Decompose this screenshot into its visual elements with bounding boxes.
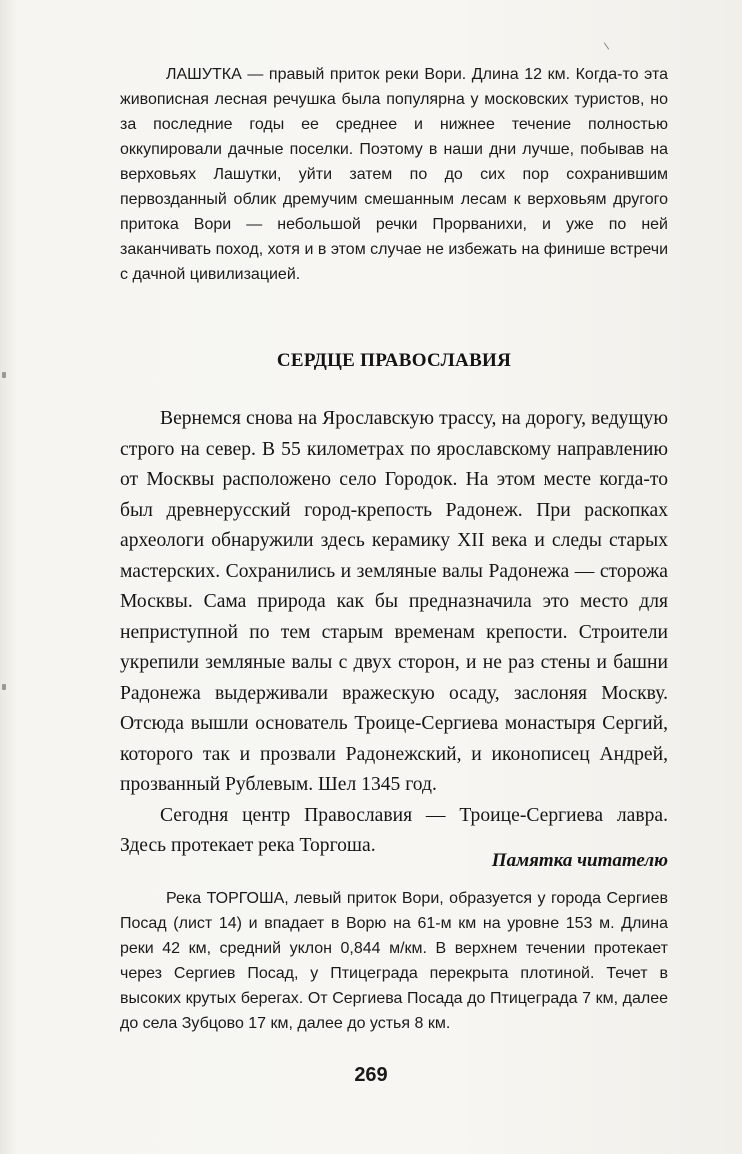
scan-speck — [2, 372, 6, 378]
page-number: 269 — [354, 1064, 388, 1086]
main-text — [120, 404, 668, 862]
main-paragraph-1: Вернемся снова на Ярославскую трассу, на дорогу, ведущую строго на север. В 55 километрах по ярославскому направлению от Москвы расположено село Городок. На этом месте когда-то был древнерусский город-крепость Радонеж. При раскопках археологи обнаружили здесь керамику XII века и следы старых мастерских. Сохранились и земляные валы Радонежа — сторожа Москвы. Сама природа как бы предназначила это место для неприступной по тем старым временам крепости. Строители укрепили земляные валы с двух сторон, и не раз стены и башни Радонежа выдерживали вражескую осаду, заслоняя Москву. Отсюда вышли основатель Троице-Сергиева монастыря Сергий, которого так и прозвали Радонежский, и иконописец Андрей, прозванный Рублевым. Шел 1345 год. — [120, 408, 668, 795]
lashutka-section — [120, 62, 668, 287]
paragraph-torgosha: Река ТОРГОША, левый приток Вори, образуется у города Сергиев Посад (лист 14) и впадает в Ворю на 61-м км на уровне 153 м. Длина реки 42 км, средний уклон 0,844 м/км. В верхнем течении протекает через Сергиев Посад, у Птицеграда перекрыта плотиной. Течет в высоких крутых берегах. От Сергиева Посада до Птицеграда 7 км, далее до села Зубцово 17 км, далее до устья 8 км. — [120, 890, 668, 1032]
scan-speck — [2, 684, 6, 690]
paragraph-lashutka: ЛАШУТКА — правый приток реки Вори. Длина 12 км. Когда-то эта живописная лесная речушка была популярна у московских туристов, но за последние годы ее среднее и нижнее течение полностью оккупировали дачные поселки. Поэтому в наши дни лучше, побывав на верховьях Лашутки, уйти затем по до сих пор сохранившим первозданный облик дремучим смешанным лесам к верховьям другого притока Вори — небольшой речки Прорванихи, и уже по ней заканчивать поход, хотя и в этом случае не избежать на финише встречи с дачной цивилизацией. — [120, 66, 668, 283]
section-title: СЕРДЦЕ ПРАВОСЛАВИЯ — [276, 350, 512, 371]
reader-note-title: Памятка читателю — [491, 850, 668, 871]
scan-speck — [604, 42, 609, 49]
main-paragraph-2: Сегодня центр Православия — Троице-Сергиева лавра. Здесь протекает река Торгоша. — [120, 804, 668, 856]
torgosha-section — [120, 886, 668, 1036]
